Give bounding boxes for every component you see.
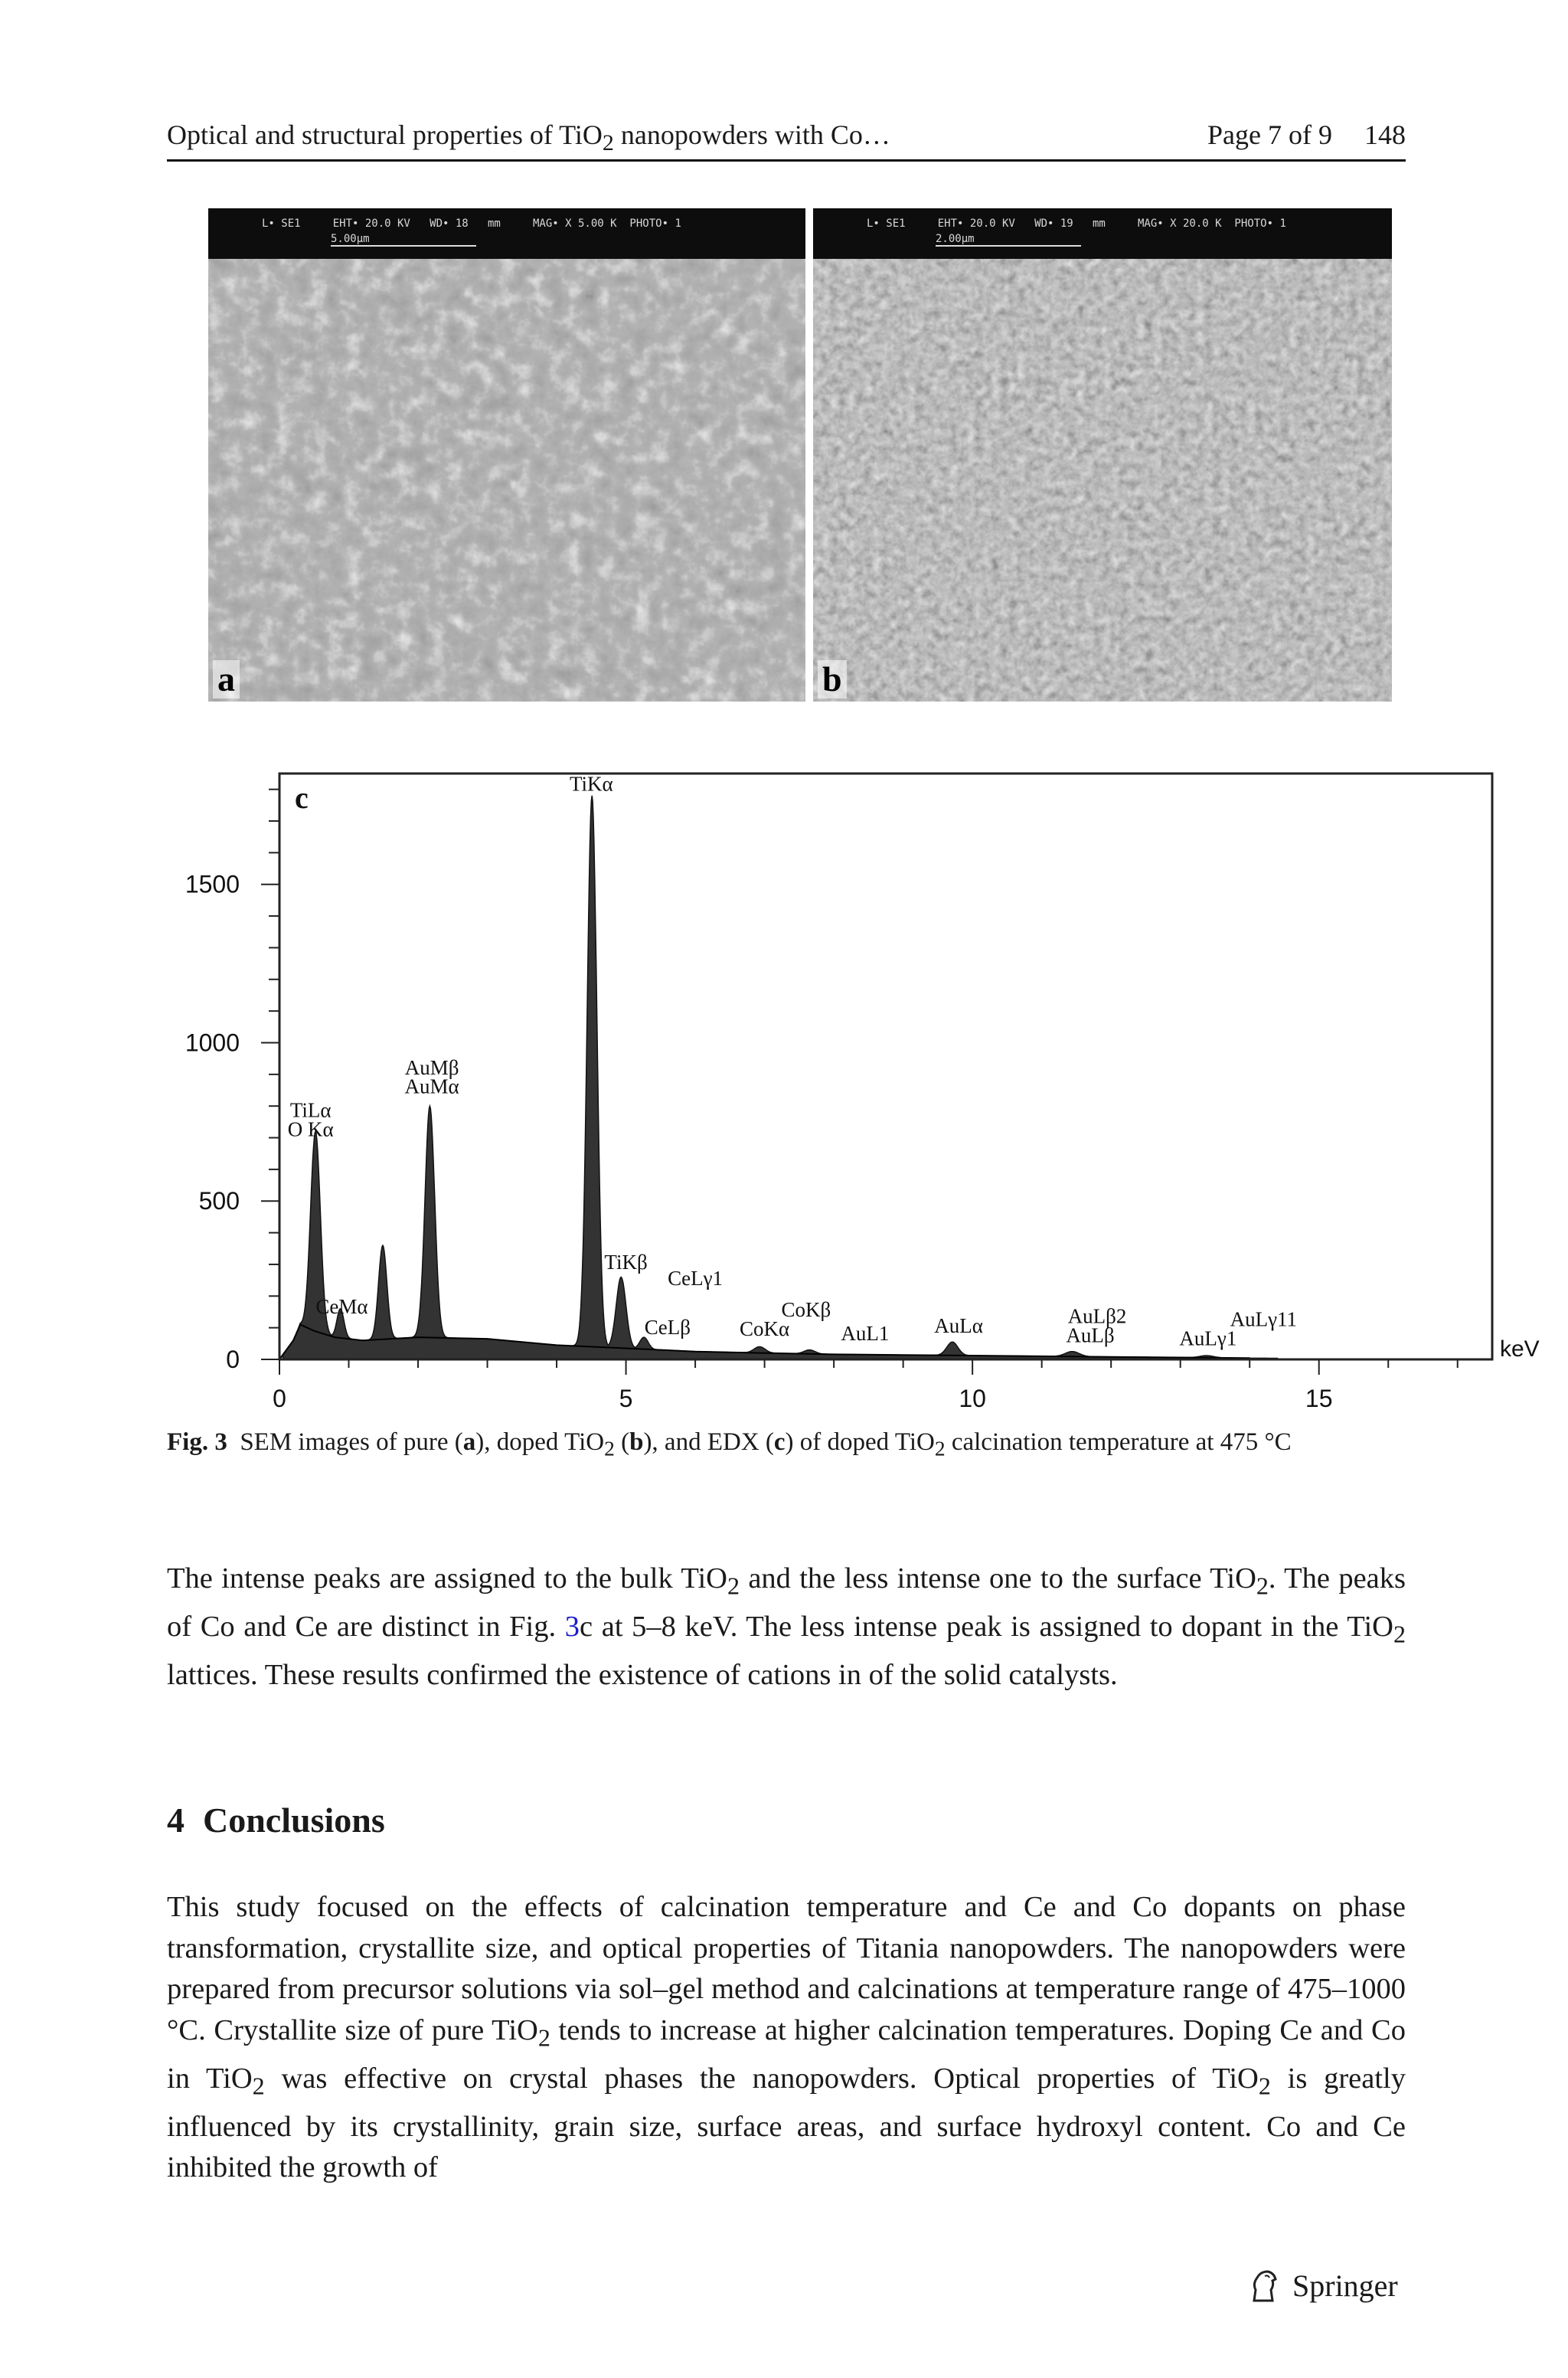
- plot-frame: [279, 774, 1492, 1359]
- y-tick-label: 1500: [185, 870, 240, 898]
- y-tick-label: 500: [198, 1187, 240, 1215]
- panel-label-a: a: [213, 660, 240, 698]
- article-number: 148: [1364, 119, 1406, 150]
- peak-label: AuLα: [934, 1313, 983, 1337]
- peak-label: AuLβ2: [1067, 1304, 1127, 1328]
- peak-label: TiKβ: [604, 1251, 648, 1274]
- peak-label: CoKα: [740, 1317, 790, 1340]
- springer-horse-icon: [1246, 2267, 1283, 2304]
- section-title: Conclusions: [203, 1801, 385, 1840]
- edx-spectrum-chart: [153, 758, 1540, 1412]
- section-heading: [167, 1800, 385, 1840]
- x-tick-label: 0: [273, 1385, 286, 1412]
- peak-label: TiLα: [289, 1098, 332, 1122]
- running-head: [167, 115, 1406, 155]
- figure-reference-link[interactable]: 3: [564, 1611, 580, 1644]
- panel-label-b: b: [818, 660, 847, 698]
- y-tick-label: 1000: [185, 1029, 240, 1057]
- peak-label: CeLγ1: [668, 1266, 724, 1290]
- peak-label: AuLγ11: [1230, 1307, 1298, 1331]
- sem-databar: L• SE1 EHT• 20.0 KV WD• 18 mm MAG• X 5.00 K PHOTO• 1 5.00µm: [208, 208, 805, 259]
- article-short-title: Optical and structural properties of TiO$_2$ nanopowders with Co…: [167, 119, 890, 156]
- sem-databar: L• SE1 EHT• 20.0 KV WD• 19 mm MAG• X 20.0 K PHOTO• 1 2.00µm: [813, 208, 1392, 259]
- peak-label: CoKβ: [781, 1298, 831, 1322]
- body-paragraph: This study focused on the effects of calcination temperature and Ce and Co dopants on phase transformation, crystallite size, and optical properties of Titania nanopowders. The nanopowders were prepared from precursor solutions via sol–gel method and calcinations at temperature range of 475–1000 °C. Crystallite size of pure TiO$_2$ tends to increase at higher calcination temperatures. Doping Ce and Co in TiO$_2$ was effective on crystal phases the nanopowders. Optical properties of TiO$_2$ is greatly influenced by its crystallinity, grain size, surface areas, and surface hydroxyl content. Co and Ce inhibited the growth of: [167, 1891, 1406, 2184]
- peak-label: O Kα: [287, 1117, 334, 1141]
- scale-bar: [936, 245, 1081, 247]
- peak-label: CeMα: [315, 1295, 368, 1319]
- y-tick-label: 0: [226, 1346, 240, 1373]
- header-rule: [167, 159, 1406, 162]
- peak-label: AuLγ1: [1179, 1326, 1237, 1350]
- x-axis-label: keV: [1500, 1336, 1540, 1362]
- peak-label: AuMβ: [404, 1055, 459, 1079]
- x-tick-label: 5: [619, 1385, 633, 1412]
- page-number: Page 7 of 9: [1207, 119, 1332, 150]
- body-paragraph: The intense peaks are assigned to the bulk TiO$_2$ and the less intense one to the surface TiO$_2$. The peaks of Co and Ce are distinct in Fig. 3c at 5–8 keV. The less intense peak is assigned to dopant in the TiO$_2$ lattices. These results confirmed the existence of cations in of the solid catalysts.: [167, 1562, 1406, 1692]
- peak-label: CeLβ: [644, 1315, 691, 1339]
- publisher-name: Springer: [1292, 2268, 1398, 2303]
- peak-label: AuL1: [841, 1322, 890, 1346]
- sem-texture: [208, 259, 805, 702]
- peak-label: AuMα: [404, 1075, 459, 1098]
- sem-image-a: [208, 208, 805, 702]
- sem-image-b: [813, 208, 1392, 702]
- sem-texture: [813, 259, 1392, 702]
- section-number: 4: [167, 1801, 185, 1840]
- x-tick-label: 10: [959, 1385, 986, 1412]
- scale-bar: [331, 245, 476, 247]
- peak-label: TiKα: [569, 772, 613, 796]
- panel-label-c: c: [295, 780, 309, 815]
- peak-label: AuLβ: [1066, 1323, 1115, 1347]
- publisher-logo: [1246, 2267, 1407, 2305]
- x-tick-label: 15: [1305, 1385, 1333, 1412]
- figure-caption: Fig. 3 SEM images of pure (a), doped TiO$_2$ (b), and EDX (c) of doped TiO$_2$ calcination temperature at 475 °C: [167, 1428, 1292, 1460]
- page-info: [1175, 115, 1406, 155]
